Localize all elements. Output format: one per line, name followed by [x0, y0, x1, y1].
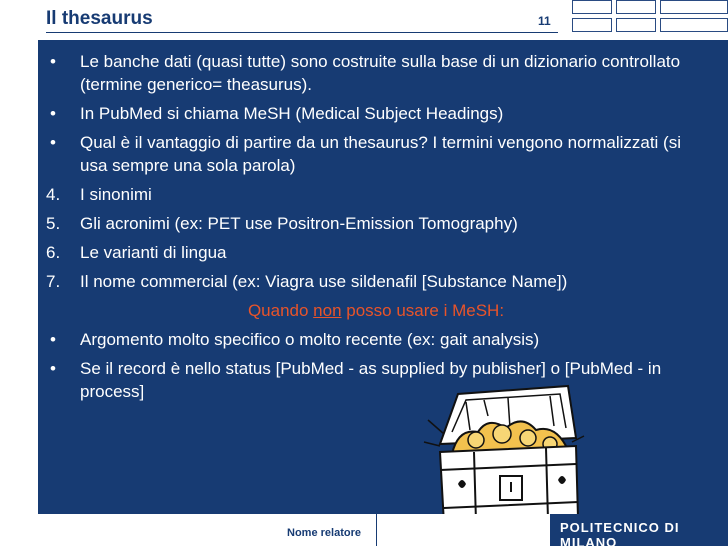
slide-title: Il thesaurus — [46, 8, 153, 29]
list-item: 7. Il nome commercial (ex: Viagra use sildenafil [Substance Name]) — [46, 272, 568, 291]
mesh-note: Quando non posso usare i MeSH: — [247, 301, 505, 320]
slide-body — [46, 50, 706, 409]
footer-divider — [376, 514, 377, 546]
header-divider — [46, 32, 558, 33]
list-item: • Le banche dati (quasi tutte) sono costruite sulla base di un dizionario controllato (termine generico= theasurus). — [50, 52, 681, 94]
list-item: 6. Le varianti di lingua — [46, 243, 227, 262]
list-item: • In PubMed si chiama MeSH (Medical Subject Headings) — [50, 104, 504, 123]
brand-logo: POLITECNICO DI MILANO — [560, 520, 680, 550]
list-item: 5. Gli acronimi (ex: PET use Positron-Emission Tomography) — [46, 214, 518, 233]
list-item: • Se il record è nello status [PubMed - as supplied by publisher] o [PubMed - in process] — [50, 359, 662, 401]
treasure-chest-icon — [418, 380, 596, 528]
speaker-name: Nome relatore — [287, 527, 361, 539]
corner-grid-decoration — [572, 0, 728, 40]
list-item: • Qual è il vantaggio di partire da un thesaurus? I termini vengono normalizzati (si usa sempre una sola parola) — [50, 133, 681, 175]
list-item: • Argomento molto specifico o molto recente (ex: gait analysis) — [50, 330, 540, 349]
list-item: 4. I sinonimi — [46, 185, 152, 204]
page-number: 11 — [538, 14, 551, 28]
slide-header — [0, 0, 728, 40]
